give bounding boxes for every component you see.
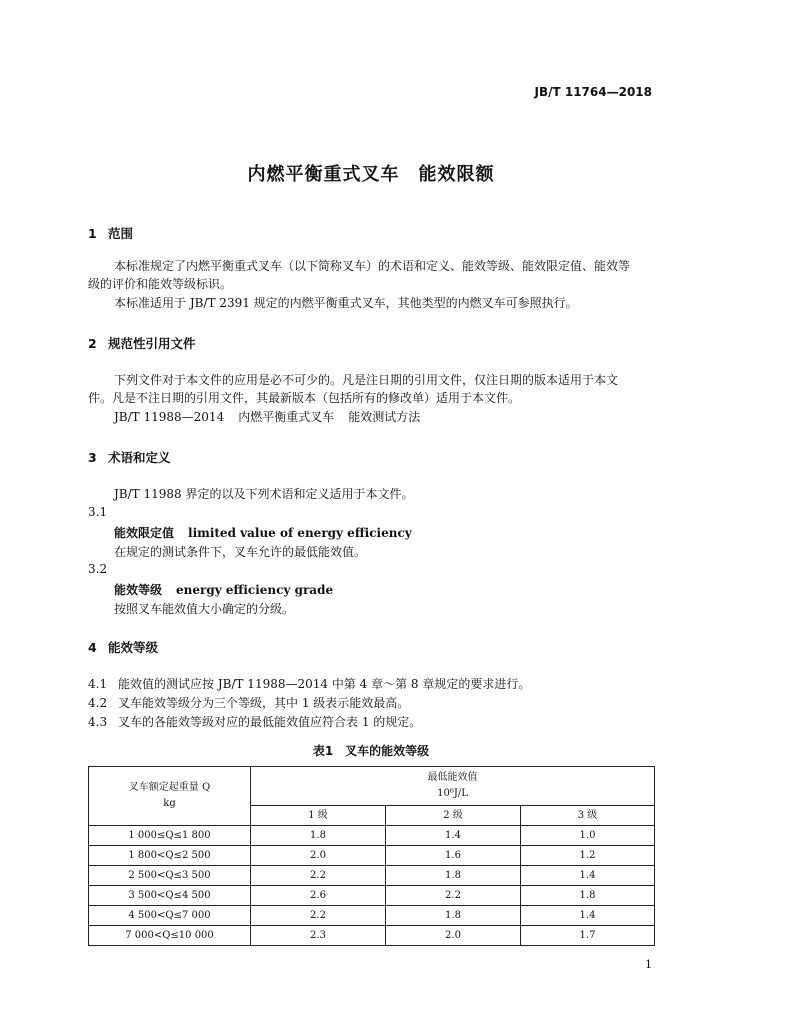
table-row: [89, 846, 655, 866]
range-cell: 1 800<Q≤2 500: [89, 846, 251, 866]
list-item: [88, 675, 530, 692]
value-cell: 1.7: [521, 926, 655, 946]
item-number: 4.2: [88, 696, 108, 710]
term-number: 3.1: [88, 505, 108, 519]
value-cell: 2.3: [251, 926, 386, 946]
section-title: 规范性引用文件: [108, 336, 196, 351]
value-cell: 2.2: [386, 886, 521, 906]
capacity-header-unit: kg: [163, 798, 176, 809]
value-cell: 2.2: [251, 906, 386, 926]
value-cell: 2.0: [251, 846, 386, 866]
section-heading-4: [88, 638, 158, 656]
paragraph: 本标准适用于 JB/T 2391 规定的内燃平衡重式叉车，其他类型的内燃叉车可参照执行。: [114, 296, 578, 310]
value-cell: 1.8: [386, 906, 521, 926]
grade-header-cell: 3 级: [521, 806, 655, 826]
value-cell: 1.8: [251, 826, 386, 846]
paragraph: 下列文件对于本文件的应用是必不可少的。凡是注日期的引用文件，仅注日期的版本适用于本文: [114, 373, 619, 387]
table-row: [89, 866, 655, 886]
term-definition: 在规定的测试条件下，叉车允许的最低能效值。: [114, 545, 367, 559]
reference-title: 内燃平衡重式叉车: [238, 410, 335, 424]
table-caption: 表1 叉车的能效等级: [312, 744, 430, 758]
value-cell: 1.8: [386, 866, 521, 886]
section-heading-2: [88, 334, 196, 352]
value-cell: 1.2: [521, 846, 655, 866]
range-cell: 1 000≤Q≤1 800: [89, 826, 251, 846]
reference-code: JB/T 11988—2014: [114, 410, 225, 424]
value-cell: 1.0: [521, 826, 655, 846]
list-item: [88, 694, 409, 711]
section-number: 4: [88, 640, 97, 655]
min-efficiency-header-cell: [251, 767, 655, 806]
table-row: [89, 886, 655, 906]
paragraph: 级的评价和能效等级标识。: [88, 277, 233, 291]
value-cell: 2.6: [251, 886, 386, 906]
term-definition: 按照叉车能效值大小确定的分级。: [114, 602, 295, 616]
normative-reference: [114, 408, 420, 425]
term-zh: 能效等级: [114, 583, 163, 597]
page-number: 1: [645, 958, 652, 971]
table-row: [89, 906, 655, 926]
section-number: 3: [88, 450, 97, 465]
capacity-header-label: 叉车额定起重量 Q: [128, 782, 211, 793]
value-cell: 1.4: [386, 826, 521, 846]
value-cell: 2.0: [386, 926, 521, 946]
item-number: 4.1: [88, 677, 108, 691]
table-header-row: [89, 767, 655, 806]
term-zh: 能效限定值: [114, 526, 175, 540]
grade-header-cell: 2 级: [386, 806, 521, 826]
value-cell: 1.8: [521, 886, 655, 906]
document-title: 内燃平衡重式叉车 能效限额: [247, 164, 495, 185]
value-cell: 2.2: [251, 866, 386, 886]
section-title: 能效等级: [108, 640, 159, 655]
grade-header-cell: 1 级: [251, 806, 386, 826]
section-heading-3: [88, 448, 171, 466]
paragraph: 本标准规定了内燃平衡重式叉车（以下简称叉车）的术语和定义、能效等级、能效限定值、能效等: [114, 259, 631, 273]
item-text: 能效值的测试应按 JB/T 11988—2014 中第 4 章～第 8 章规定的要求进行。: [118, 677, 531, 691]
section-number: 1: [88, 226, 97, 241]
section-heading-1: [88, 224, 133, 242]
range-cell: 7 000<Q≤10 000: [89, 926, 251, 946]
term-entry: [114, 524, 412, 541]
table-row: [89, 826, 655, 846]
min-efficiency-header-unit: 10⁶J/L: [437, 788, 468, 799]
term-en: limited value of energy efficiency: [188, 526, 412, 540]
paragraph: JB/T 11988 界定的以及下列术语和定义适用于本文件。: [114, 487, 414, 501]
term-entry: [114, 581, 333, 598]
section-title: 术语和定义: [108, 450, 171, 465]
item-number: 4.3: [88, 715, 108, 729]
table-row: [89, 926, 655, 946]
item-text: 叉车能效等级分为三个等级，其中 1 级表示能效最高。: [118, 696, 410, 710]
term-en: energy efficiency grade: [176, 583, 334, 597]
value-cell: 1.4: [521, 866, 655, 886]
min-efficiency-header-label: 最低能效值: [427, 772, 478, 783]
reference-subtitle: 能效测试方法: [348, 410, 421, 424]
paragraph: 件。凡是不注日期的引用文件，其最新版本（包括所有的修改单）适用于本文件。: [88, 391, 521, 405]
section-number: 2: [88, 336, 97, 351]
capacity-header-cell: [89, 767, 251, 826]
range-cell: 4 500<Q≤7 000: [89, 906, 251, 926]
energy-grade-table: [88, 766, 655, 946]
item-text: 叉车的各能效等级对应的最低能效值应符合表 1 的规定。: [118, 715, 422, 729]
value-cell: 1.6: [386, 846, 521, 866]
list-item: [88, 713, 421, 730]
range-cell: 2 500<Q≤3 500: [89, 866, 251, 886]
value-cell: 1.4: [521, 906, 655, 926]
term-number: 3.2: [88, 562, 108, 576]
standard-code: JB/T 11764—2018: [534, 85, 652, 99]
section-title: 范围: [108, 226, 134, 241]
range-cell: 3 500<Q≤4 500: [89, 886, 251, 906]
